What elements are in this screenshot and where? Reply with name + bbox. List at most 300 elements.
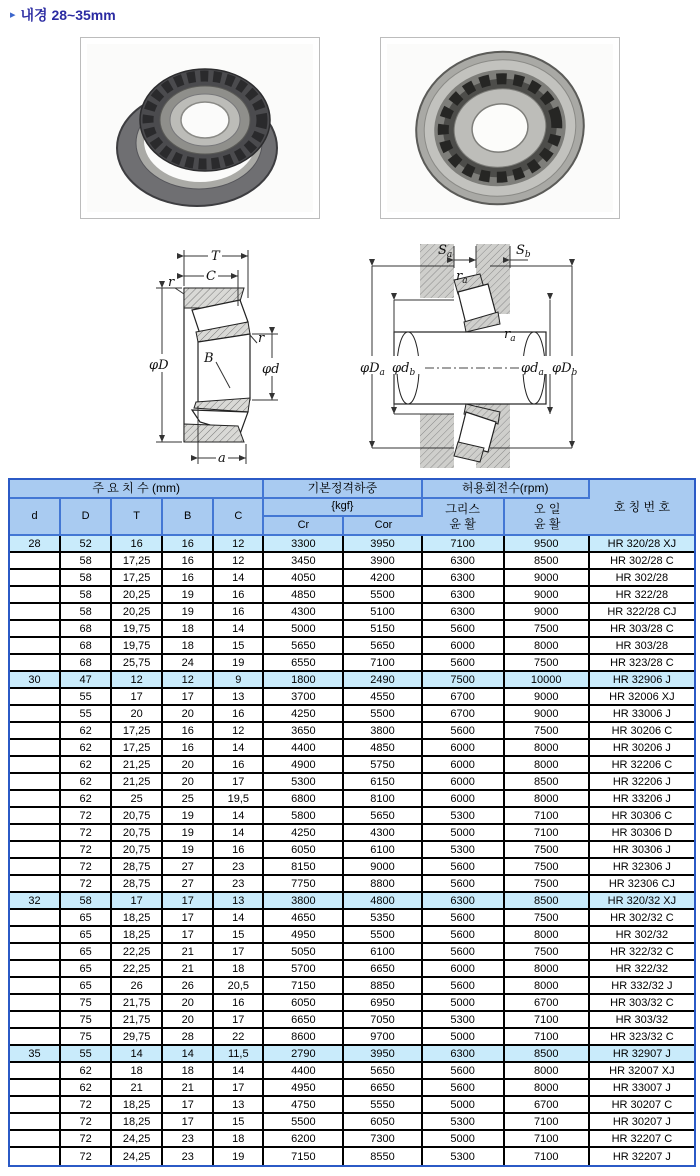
cell-C: 14 <box>214 1063 264 1080</box>
dim-label-phiDb: $\varphi D_b$ <box>552 361 578 378</box>
cell-C: 15 <box>214 638 264 655</box>
cell-B: 27 <box>163 876 214 893</box>
cell-grease: 5000 <box>423 1097 505 1114</box>
table-row <box>10 893 694 910</box>
dim-label-r-top: r <box>168 275 175 290</box>
cell-T: 21,25 <box>112 757 163 774</box>
table-row <box>10 536 694 553</box>
cell-oil: 9500 <box>505 536 590 553</box>
header-col-C: C <box>214 499 264 536</box>
cell-C: 14 <box>214 570 264 587</box>
cell-oil: 6700 <box>505 995 590 1012</box>
table-row <box>10 876 694 893</box>
cell-oil: 7100 <box>505 1029 590 1046</box>
cell-d <box>10 842 61 859</box>
cell-d <box>10 859 61 876</box>
cell-cor: 5750 <box>344 757 422 774</box>
cell-C: 11,5 <box>214 1046 264 1063</box>
cell-grease: 6000 <box>423 757 505 774</box>
cell-grease: 6300 <box>423 1046 505 1063</box>
cell-d <box>10 570 61 587</box>
cell-B: 17 <box>163 927 214 944</box>
cell-T: 17 <box>112 689 163 706</box>
cell-D: 65 <box>61 961 112 978</box>
cell-oil: 7500 <box>505 910 590 927</box>
cell-B: 18 <box>163 638 214 655</box>
cell-B: 19 <box>163 808 214 825</box>
cell-D: 62 <box>61 723 112 740</box>
table-row <box>10 740 694 757</box>
cell-oil: 7500 <box>505 621 590 638</box>
cell-name: HR 32207 J <box>590 1148 694 1165</box>
cell-name: HR 302/32 <box>590 927 694 944</box>
cell-cr: 6650 <box>264 1012 344 1029</box>
cell-C: 14 <box>214 808 264 825</box>
cell-name: HR 303/32 <box>590 1012 694 1029</box>
cell-cor: 8800 <box>344 876 422 893</box>
cell-T: 21,75 <box>112 1012 163 1029</box>
cell-cor: 5650 <box>344 638 422 655</box>
cell-D: 58 <box>61 587 112 604</box>
cell-grease: 6000 <box>423 961 505 978</box>
table-row <box>10 927 694 944</box>
cell-d <box>10 689 61 706</box>
cell-oil: 8500 <box>505 1046 590 1063</box>
cell-oil: 10000 <box>505 672 590 689</box>
cell-name: HR 32907 J <box>590 1046 694 1063</box>
cell-name: HR 32006 XJ <box>590 689 694 706</box>
header-speed-group: 허용회전수(rpm) <box>423 480 590 499</box>
cell-oil: 9000 <box>505 706 590 723</box>
cell-B: 17 <box>163 1114 214 1131</box>
cell-name: HR 303/28 C <box>590 621 694 638</box>
cell-B: 19 <box>163 587 214 604</box>
dim-label-ra-mid: $r_a$ <box>504 327 516 344</box>
cell-B: 17 <box>163 910 214 927</box>
table-row <box>10 978 694 995</box>
cell-d <box>10 1029 61 1046</box>
cell-T: 17,25 <box>112 723 163 740</box>
cell-d <box>10 723 61 740</box>
cell-oil: 7100 <box>505 1114 590 1131</box>
cell-D: 65 <box>61 944 112 961</box>
dim-label-C: C <box>206 269 216 284</box>
table-row <box>10 1012 694 1029</box>
dim-label-phida: $\varphi d_a$ <box>521 361 544 378</box>
cell-oil: 9000 <box>505 689 590 706</box>
cell-cr: 5650 <box>264 638 344 655</box>
cell-oil: 8000 <box>505 978 590 995</box>
cell-B: 20 <box>163 774 214 791</box>
cell-cor: 8100 <box>344 791 422 808</box>
cell-D: 65 <box>61 910 112 927</box>
cell-d <box>10 621 61 638</box>
cell-T: 18,25 <box>112 1114 163 1131</box>
cell-oil: 8000 <box>505 757 590 774</box>
cell-oil: 7500 <box>505 723 590 740</box>
cell-name: HR 322/32 <box>590 961 694 978</box>
cell-C: 17 <box>214 944 264 961</box>
cell-D: 62 <box>61 1063 112 1080</box>
bearing-photo-frame-left <box>80 37 320 219</box>
cell-T: 24,25 <box>112 1148 163 1165</box>
cell-cor: 6100 <box>344 944 422 961</box>
cell-d <box>10 655 61 672</box>
cell-oil: 7100 <box>505 1148 590 1165</box>
cell-cr: 4750 <box>264 1097 344 1114</box>
cell-cor: 6100 <box>344 842 422 859</box>
cell-C: 16 <box>214 587 264 604</box>
cell-name: HR 302/28 <box>590 570 694 587</box>
cell-oil: 9000 <box>505 570 590 587</box>
cell-cr: 4950 <box>264 1080 344 1097</box>
cell-T: 29,75 <box>112 1029 163 1046</box>
dim-label-phidb: $\varphi d_b$ <box>392 361 416 378</box>
cell-D: 62 <box>61 791 112 808</box>
cell-d <box>10 1148 61 1165</box>
cell-D: 68 <box>61 655 112 672</box>
cell-B: 16 <box>163 536 214 553</box>
cell-cor: 5550 <box>344 1097 422 1114</box>
cell-grease: 5600 <box>423 910 505 927</box>
bearing-section-diagram <box>142 236 308 476</box>
cell-name: HR 32306 J <box>590 859 694 876</box>
cell-cor: 5650 <box>344 808 422 825</box>
cell-d <box>10 978 61 995</box>
cell-oil: 7500 <box>505 876 590 893</box>
cell-cor: 6950 <box>344 995 422 1012</box>
cell-C: 16 <box>214 995 264 1012</box>
cell-B: 20 <box>163 706 214 723</box>
cell-oil: 8000 <box>505 791 590 808</box>
cell-cor: 5100 <box>344 604 422 621</box>
cell-name: HR 302/28 C <box>590 553 694 570</box>
table-row <box>10 1114 694 1131</box>
cell-B: 28 <box>163 1029 214 1046</box>
cell-D: 75 <box>61 1029 112 1046</box>
cell-D: 65 <box>61 927 112 944</box>
cell-oil: 7500 <box>505 655 590 672</box>
cell-D: 47 <box>61 672 112 689</box>
cell-cr: 5300 <box>264 774 344 791</box>
cell-grease: 5600 <box>423 944 505 961</box>
cell-name: HR 323/32 C <box>590 1029 694 1046</box>
cell-cr: 6550 <box>264 655 344 672</box>
cell-cr: 4250 <box>264 706 344 723</box>
table-row <box>10 791 694 808</box>
cell-C: 15 <box>214 1114 264 1131</box>
cell-oil: 7100 <box>505 825 590 842</box>
cell-C: 13 <box>214 689 264 706</box>
header-col-d: d <box>10 499 61 536</box>
dim-label-B: B <box>204 351 214 366</box>
cell-T: 28,75 <box>112 859 163 876</box>
cell-C: 23 <box>214 859 264 876</box>
cell-oil: 6700 <box>505 1097 590 1114</box>
cell-name: HR 32007 XJ <box>590 1063 694 1080</box>
cell-cor: 8850 <box>344 978 422 995</box>
cell-B: 14 <box>163 1046 214 1063</box>
cell-T: 28,75 <box>112 876 163 893</box>
cell-cr: 2790 <box>264 1046 344 1063</box>
cell-cr: 5500 <box>264 1114 344 1131</box>
table-row <box>10 621 694 638</box>
cell-C: 14 <box>214 825 264 842</box>
cell-C: 13 <box>214 1097 264 1114</box>
cell-C: 18 <box>214 961 264 978</box>
cell-d <box>10 1063 61 1080</box>
cell-T: 22,25 <box>112 961 163 978</box>
cell-cr: 6050 <box>264 995 344 1012</box>
cell-d <box>10 774 61 791</box>
cell-cor: 6650 <box>344 961 422 978</box>
cell-T: 20 <box>112 706 163 723</box>
cell-cr: 4900 <box>264 757 344 774</box>
cell-grease: 5000 <box>423 995 505 1012</box>
bearing-mounting-diagram <box>358 236 586 476</box>
spec-table-body <box>10 536 694 1165</box>
cell-B: 27 <box>163 859 214 876</box>
cell-name: HR 320/28 XJ <box>590 536 694 553</box>
cell-cr: 4400 <box>264 740 344 757</box>
cell-d <box>10 1080 61 1097</box>
cell-name: HR 30306 C <box>590 808 694 825</box>
cell-cor: 5500 <box>344 927 422 944</box>
table-row <box>10 825 694 842</box>
cell-D: 75 <box>61 1012 112 1029</box>
cell-D: 58 <box>61 893 112 910</box>
cell-cor: 5500 <box>344 587 422 604</box>
cell-cr: 6050 <box>264 842 344 859</box>
cell-B: 16 <box>163 570 214 587</box>
cell-grease: 5600 <box>423 859 505 876</box>
cell-grease: 5300 <box>423 808 505 825</box>
cell-C: 19,5 <box>214 791 264 808</box>
cell-cr: 3700 <box>264 689 344 706</box>
cell-B: 19 <box>163 825 214 842</box>
cell-cor: 7050 <box>344 1012 422 1029</box>
cell-d <box>10 706 61 723</box>
cell-B: 16 <box>163 723 214 740</box>
cell-D: 52 <box>61 536 112 553</box>
cell-cor: 6650 <box>344 1080 422 1097</box>
cell-grease: 6000 <box>423 774 505 791</box>
cell-T: 17 <box>112 893 163 910</box>
cell-name: HR 32306 CJ <box>590 876 694 893</box>
cell-cor: 5150 <box>344 621 422 638</box>
cell-grease: 5000 <box>423 1131 505 1148</box>
cell-T: 22,25 <box>112 944 163 961</box>
cell-name: HR 30206 J <box>590 740 694 757</box>
cell-d <box>10 757 61 774</box>
cell-d: 30 <box>10 672 61 689</box>
cell-cor: 7100 <box>344 655 422 672</box>
cell-oil: 8500 <box>505 553 590 570</box>
cell-B: 21 <box>163 944 214 961</box>
cell-T: 25 <box>112 791 163 808</box>
cell-grease: 6000 <box>423 638 505 655</box>
cell-D: 72 <box>61 1114 112 1131</box>
header-col-T: T <box>112 499 163 536</box>
cell-B: 20 <box>163 1012 214 1029</box>
cell-cr: 3450 <box>264 553 344 570</box>
cell-cor: 5350 <box>344 910 422 927</box>
spec-table <box>10 480 694 1165</box>
table-row <box>10 859 694 876</box>
cell-B: 21 <box>163 961 214 978</box>
cell-T: 20,75 <box>112 825 163 842</box>
cell-name: HR 30207 C <box>590 1097 694 1114</box>
cell-D: 62 <box>61 774 112 791</box>
bearing-photo-frame-right <box>380 37 620 219</box>
cell-T: 19,75 <box>112 638 163 655</box>
cell-d <box>10 553 61 570</box>
cell-oil: 7500 <box>505 842 590 859</box>
cell-name: HR 33006 J <box>590 706 694 723</box>
table-row <box>10 1046 694 1063</box>
cell-name: HR 32206 J <box>590 774 694 791</box>
cell-oil: 8000 <box>505 740 590 757</box>
cell-cor: 2490 <box>344 672 422 689</box>
cell-B: 16 <box>163 740 214 757</box>
cell-cr: 7150 <box>264 978 344 995</box>
cell-oil: 8000 <box>505 1080 590 1097</box>
cell-grease: 6300 <box>423 587 505 604</box>
cell-B: 17 <box>163 1097 214 1114</box>
cell-C: 16 <box>214 706 264 723</box>
cell-T: 18,25 <box>112 927 163 944</box>
cell-cr: 8600 <box>264 1029 344 1046</box>
cell-grease: 5600 <box>423 1080 505 1097</box>
cell-oil: 7100 <box>505 1131 590 1148</box>
cell-D: 58 <box>61 604 112 621</box>
bearing-photo-left-art <box>87 44 313 212</box>
cell-cr: 4400 <box>264 1063 344 1080</box>
spec-table-wrap <box>8 478 696 1167</box>
cell-grease: 6700 <box>423 706 505 723</box>
cell-cor: 4300 <box>344 825 422 842</box>
cell-d <box>10 910 61 927</box>
table-row <box>10 570 694 587</box>
title-arrow-icon: ▸ <box>10 8 16 21</box>
cell-T: 26 <box>112 978 163 995</box>
cell-grease: 6300 <box>423 570 505 587</box>
cell-grease: 5600 <box>423 927 505 944</box>
table-row <box>10 910 694 927</box>
cell-name: HR 30306 D <box>590 825 694 842</box>
cell-D: 72 <box>61 1097 112 1114</box>
cell-cr: 4250 <box>264 825 344 842</box>
cell-D: 72 <box>61 842 112 859</box>
header-col-B: B <box>163 499 214 536</box>
cell-C: 12 <box>214 536 264 553</box>
cell-oil: 8000 <box>505 638 590 655</box>
page-title <box>10 5 116 25</box>
cell-C: 17 <box>214 1080 264 1097</box>
cell-d <box>10 825 61 842</box>
cell-name: HR 303/28 <box>590 638 694 655</box>
cell-d <box>10 944 61 961</box>
header-col-cr: Cr <box>264 517 344 536</box>
table-row <box>10 1148 694 1165</box>
table-row <box>10 995 694 1012</box>
cell-D: 55 <box>61 689 112 706</box>
cell-cr: 5050 <box>264 944 344 961</box>
cell-d <box>10 961 61 978</box>
cell-name: HR 33206 J <box>590 791 694 808</box>
table-row <box>10 655 694 672</box>
cell-T: 25,75 <box>112 655 163 672</box>
cell-d <box>10 808 61 825</box>
cell-oil: 7100 <box>505 1012 590 1029</box>
cell-T: 16 <box>112 536 163 553</box>
cell-T: 17,25 <box>112 570 163 587</box>
bearing-photo-disassembled <box>87 44 313 212</box>
cell-grease: 5600 <box>423 621 505 638</box>
header-col-cor: Cor <box>344 517 422 536</box>
table-row <box>10 604 694 621</box>
table-row <box>10 774 694 791</box>
cell-D: 55 <box>61 1046 112 1063</box>
cell-T: 17,25 <box>112 553 163 570</box>
cell-D: 68 <box>61 621 112 638</box>
cell-d <box>10 604 61 621</box>
cell-cr: 8150 <box>264 859 344 876</box>
cell-name: HR 32906 J <box>590 672 694 689</box>
cell-T: 18,25 <box>112 1097 163 1114</box>
table-row <box>10 587 694 604</box>
header-load-unit: {kgf} <box>264 499 422 517</box>
cell-T: 12 <box>112 672 163 689</box>
cell-cr: 4050 <box>264 570 344 587</box>
cell-name: HR 33007 J <box>590 1080 694 1097</box>
cell-D: 72 <box>61 876 112 893</box>
cell-grease: 5300 <box>423 1012 505 1029</box>
bearing-photo-right-art <box>387 44 613 212</box>
header-grease-col: 그리스 윤 활 <box>423 499 505 536</box>
cell-d <box>10 791 61 808</box>
cell-B: 20 <box>163 757 214 774</box>
cell-grease: 6300 <box>423 553 505 570</box>
cell-B: 17 <box>163 689 214 706</box>
cell-T: 20,25 <box>112 604 163 621</box>
cell-C: 12 <box>214 723 264 740</box>
cell-D: 62 <box>61 757 112 774</box>
cell-d: 32 <box>10 893 61 910</box>
cell-D: 55 <box>61 706 112 723</box>
cell-B: 23 <box>163 1131 214 1148</box>
cell-T: 20,75 <box>112 808 163 825</box>
cell-grease: 5000 <box>423 825 505 842</box>
cell-name: HR 322/32 C <box>590 944 694 961</box>
cell-cr: 6800 <box>264 791 344 808</box>
table-row <box>10 672 694 689</box>
cell-C: 23 <box>214 876 264 893</box>
cell-C: 19 <box>214 655 264 672</box>
cell-D: 72 <box>61 825 112 842</box>
cell-cor: 4550 <box>344 689 422 706</box>
cell-name: HR 322/28 <box>590 587 694 604</box>
cell-oil: 7500 <box>505 859 590 876</box>
cell-grease: 5600 <box>423 1063 505 1080</box>
cell-T: 19,75 <box>112 621 163 638</box>
cell-B: 23 <box>163 1148 214 1165</box>
cell-T: 24,25 <box>112 1131 163 1148</box>
cell-B: 19 <box>163 604 214 621</box>
cell-cor: 5650 <box>344 1063 422 1080</box>
cell-d: 28 <box>10 536 61 553</box>
cell-cr: 5800 <box>264 808 344 825</box>
